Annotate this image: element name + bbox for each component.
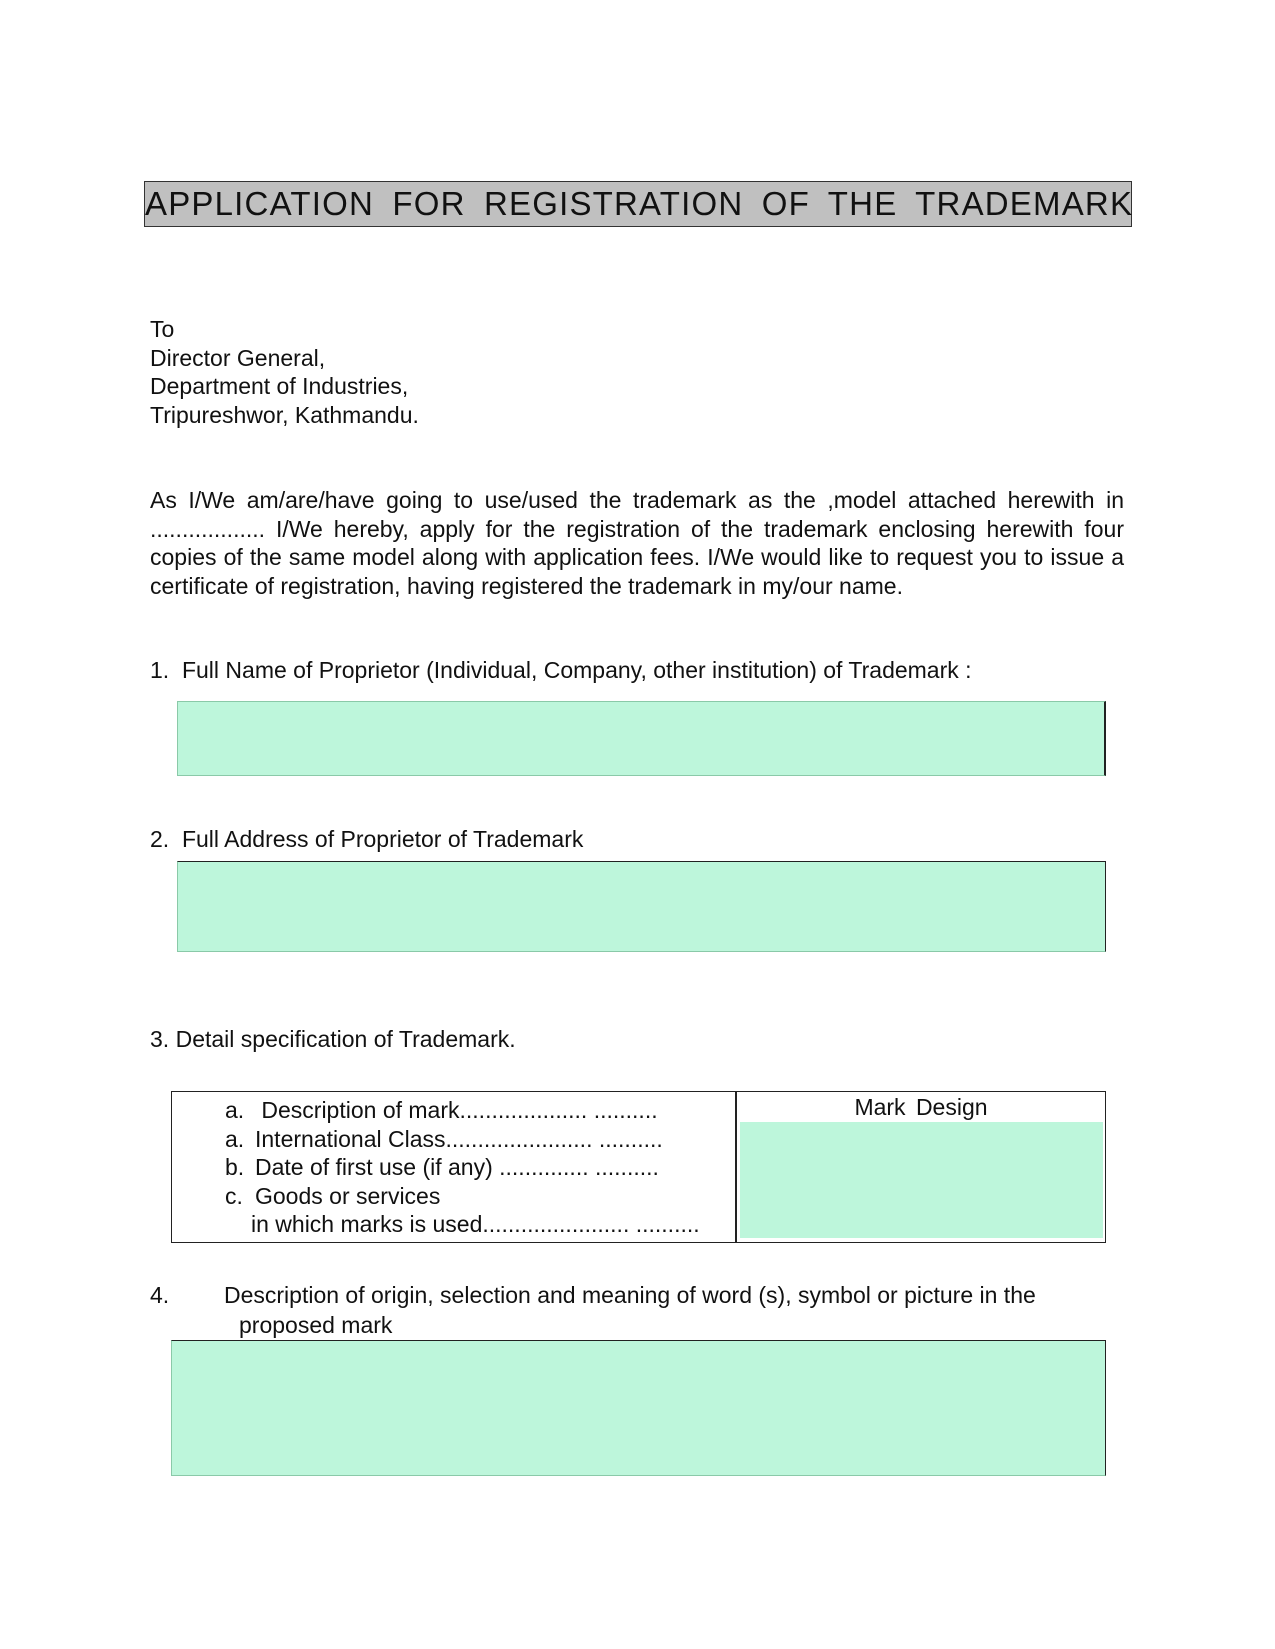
mark-design-field[interactable]	[740, 1122, 1103, 1238]
proprietor-name-field[interactable]	[177, 701, 1106, 776]
addressee-block	[150, 315, 419, 429]
spec-item	[225, 1096, 700, 1125]
question-number: 4.	[150, 1282, 170, 1308]
question-text: Description of origin, selection and meaning of word (s), symbol or picture in the	[224, 1282, 1036, 1308]
spec-item-continuation: in which marks is used....................... ..........	[251, 1211, 700, 1237]
addressee-line: To	[150, 316, 175, 342]
addressee-line: Tripureshwor, Kathmandu.	[150, 401, 419, 428]
spec-item-text: International Class....................... ..........	[255, 1125, 663, 1152]
spec-item-marker: a.	[225, 1125, 245, 1152]
question-2-label	[150, 825, 583, 853]
spec-item-marker: b.	[225, 1154, 245, 1180]
question-1-label	[150, 656, 972, 684]
question-number: 2.	[150, 826, 170, 852]
proprietor-address-field[interactable]	[177, 861, 1106, 952]
question-text: Full Address of Proprietor of Trademark	[181, 826, 584, 852]
question-text: Detail specification of Trademark.	[175, 1026, 516, 1052]
spec-item	[225, 1182, 700, 1211]
question-number: 1.	[150, 657, 170, 683]
spec-item-text: Date of first use (if any) .............. ..........	[255, 1154, 659, 1180]
spec-item-text: Goods or services	[255, 1182, 441, 1209]
page-title: APPLICATION FOR REGISTRATION OF THE TRADEMARK	[144, 181, 1132, 227]
question-number: 3.	[150, 1026, 170, 1052]
question-text: Full Name of Proprietor (Individual, Company, other institution) of Trademark :	[181, 657, 972, 683]
addressee-line: Department of Industries,	[150, 373, 409, 399]
question-4-label-continued: proposed mark	[239, 1312, 393, 1338]
spec-item	[225, 1125, 700, 1154]
intro-paragraph: As I/We am/are/have going to use/used the trademark as the ,model attached herewith in .................. I/We hereby, apply for the registration of the trademark enclosing herewith four copies of the same model along with application fees. I/We would like to request you to issue a certificate of registration, having registered the trademark in my/our name.	[150, 487, 1124, 599]
spec-list	[225, 1096, 700, 1239]
mark-design-label: Mark Design	[854, 1094, 988, 1120]
addressee-line: Director General,	[150, 344, 326, 371]
question-4-label	[150, 1281, 1036, 1309]
spec-item-text: Description of mark.................... ..........	[255, 1097, 658, 1123]
spec-item	[225, 1153, 700, 1182]
question-3-label	[150, 1025, 516, 1053]
spec-item-marker: a.	[225, 1097, 245, 1123]
mark-origin-description-field[interactable]	[171, 1340, 1106, 1476]
trademark-spec-table	[171, 1091, 1106, 1243]
spec-item-marker: c.	[225, 1182, 243, 1209]
